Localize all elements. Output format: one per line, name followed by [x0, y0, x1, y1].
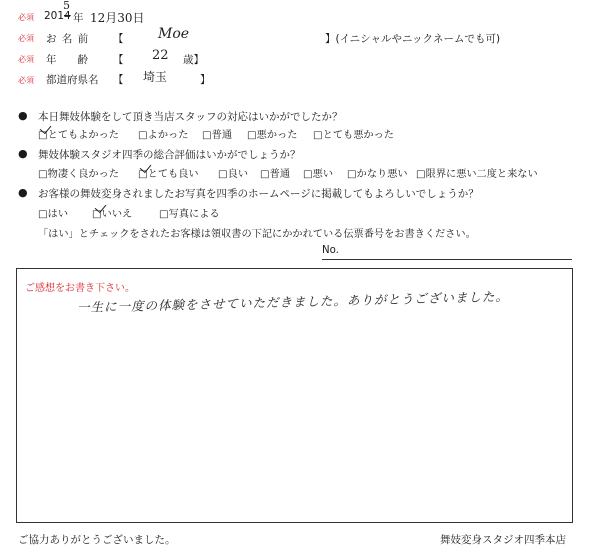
comment-handwritten-text: 一生に一度の体験をさせていただきました。ありがとうございました。 — [76, 288, 510, 315]
slip-number-note: 「はい」とチェックをされたお客様は領収書の下記にかかれている伝票番号をお書きください。 — [38, 229, 476, 240]
slip-number-line — [322, 259, 572, 260]
age-label: 年 齢 — [46, 54, 88, 66]
question-1-text: 本日舞妓体験をして頂き当店スタッフの対応はいかがでしたか？ — [38, 111, 343, 123]
question-3-text: お客様の舞妓変身されましたお写真を四季のホームページに掲載してもよろしいでしょうか？ — [38, 188, 479, 200]
question-bullet: ● — [18, 147, 28, 160]
q2-option-normal[interactable]: □普通 — [260, 169, 291, 180]
q1-option-normal[interactable]: □普通 — [202, 130, 233, 141]
comment-box[interactable] — [16, 268, 573, 523]
footer-thanks: ご協力ありがとうございました。 — [18, 534, 176, 546]
name-label: お 名 前 — [46, 33, 90, 45]
required-mark: 必須 — [18, 55, 34, 64]
prefecture-open-bracket: 【 — [113, 74, 124, 86]
comment-heading: ご感想をお書き下さい。 — [25, 283, 135, 294]
date-year-handwritten: 5 — [63, 0, 70, 12]
required-mark: 必須 — [18, 76, 34, 85]
name-open-bracket: 【 — [113, 33, 124, 45]
q2-option-good[interactable]: □良い — [218, 169, 249, 180]
q1-option-good[interactable]: □よかった — [138, 130, 189, 141]
name-value: Moe — [158, 26, 190, 42]
required-mark: 必須 — [18, 34, 34, 43]
age-unit: 歳】 — [183, 54, 204, 66]
age-open-bracket: 【 — [113, 54, 124, 66]
q1-option-bad[interactable]: □悪かった — [247, 130, 298, 141]
question-2-text: 舞妓体験スタジオ四季の総合評価はいかがでしょうか？ — [38, 149, 301, 161]
q2-option-bad[interactable]: □悪い — [303, 169, 334, 180]
q2-option-very-good[interactable]: □とても良い — [138, 169, 199, 180]
question-bullet: ● — [18, 109, 28, 122]
q3-option-yes[interactable]: □はい — [38, 209, 69, 220]
date-year-printed: 4 — [64, 10, 71, 22]
q3-option-no[interactable]: □いいえ — [92, 209, 133, 220]
q1-option-very-bad[interactable]: □とても悪かった — [313, 130, 394, 141]
prefecture-label: 都道府県名 — [46, 74, 99, 86]
required-mark: 必須 — [18, 13, 34, 22]
q3-option-depends[interactable]: □写真による — [159, 209, 220, 220]
q2-option-worst[interactable]: □限界に悪い二度と来ない — [416, 169, 538, 180]
q2-option-excellent[interactable]: □物凄く良かった — [38, 169, 119, 180]
slip-number-label: No. — [322, 245, 339, 256]
date-year-prefix: 201 — [44, 10, 65, 22]
q2-option-very-bad[interactable]: □かなり悪い — [347, 169, 408, 180]
name-close-note: 】(イニシャルやニックネームでも可) — [325, 33, 501, 45]
question-bullet: ● — [18, 186, 28, 199]
date-month-day: 12月30日 — [90, 11, 145, 25]
footer-store-name: 舞妓変身スタジオ四季本店 — [440, 534, 566, 546]
prefecture-value: 埼玉 — [143, 70, 168, 84]
q1-option-very-good[interactable]: □とてもよかった — [38, 130, 119, 141]
age-value: 22 — [152, 48, 169, 63]
prefecture-close-bracket: 】 — [200, 74, 211, 86]
date-year-suffix: 年 — [73, 12, 84, 24]
